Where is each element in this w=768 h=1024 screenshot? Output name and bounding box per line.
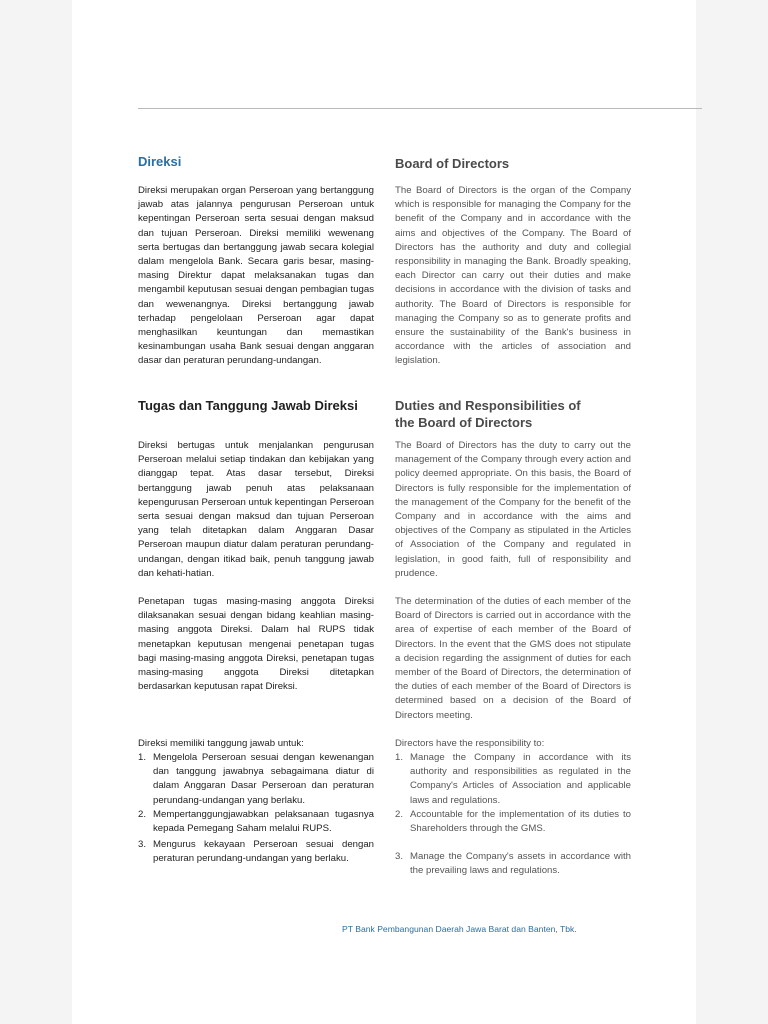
list-item: 3. Manage the Company's assets in accordance with the prevailing laws and regulations. bbox=[395, 851, 631, 877]
direksi-heading: Direksi bbox=[138, 154, 182, 169]
list-item: 1. Manage the Company in accordance with its authority and responsibilities as regulated in the Company's Articles of Association and applicable laws and regulations. bbox=[395, 752, 631, 806]
board-of-directors-heading: Board of Directors bbox=[395, 156, 510, 171]
tugas-paragraph-2: Penetapan tugas masing-masing anggota Direksi dilaksanakan sesuai dengan bidang keahlian masing-masing anggota Direksi. Dalam hal RUPS tidak menetapkan keputusan mengenai penetapan tugas bagi masing-masing anggota Direksi, penetapan tugas masing-masing anggota Direksi ditetapkan berdasarkan keputusan rapat Direksi. bbox=[138, 596, 374, 693]
list-item: 2. Mempertanggungjawabkan pelaksanaan tugasnya kepada Pemegang Saham melalui RUPS. bbox=[138, 808, 374, 835]
duties-heading-line-2: the Board of Directors bbox=[395, 415, 533, 430]
responsibility-list bbox=[138, 751, 374, 867]
duties-paragraph-2: The determination of the duties of each member of the Board of Directors is carried out in accordance with the area of expertise of each member of the Board of Directors. In the event that the GMS does not stipulate a decision regarding the assignment of duties for each member of the Board of Directors, the determination of the duties of each member of the Board of Directors is determined based on a decision of the Board of Directors meeting. bbox=[395, 596, 631, 721]
duties-heading-line-1: Duties and Responsibilities of bbox=[395, 398, 581, 413]
english-column bbox=[395, 0, 631, 900]
list-item: 2. Accountable for the implementation of its duties to Shareholders through the GMS. bbox=[395, 808, 631, 835]
responsibility-list-intro-en: Directors have the responsibility to: bbox=[395, 738, 545, 749]
page-footer: PT Bank Pembangunan Daerah Jawa Barat dan Banten, Tbk. bbox=[342, 924, 577, 934]
tugas-paragraph-1: Direksi bertugas untuk menjalankan pengurusan Perseroan melalui setiap tindakan dan kebijakan yang dianggap tepat. Atas dasar tersebut, Direksi bertanggung jawab penuh atas pelaksanaan kepengurusan Perseroan untuk kepentingan Perseroan serta sesuai dengan maksud dan tujuan Perseroan yang telah ditetapkan dalam Anggaran Dasar Perseroan maupun diatur dalam peraturan perundang-undangan, dengan itikad baik, penuh tanggung jawab dan kehati-hatian. bbox=[138, 440, 374, 579]
responsibility-list-en bbox=[395, 751, 631, 879]
document-page bbox=[72, 0, 696, 1024]
board-intro-paragraph: The Board of Directors is the organ of the Company which is responsible for managing the Company for the benefit of the Company and in accordance with the aims and objectives of the Company. The Board of Directors has the authority and duty and collegial responsibility in managing the Bank. Broadly speaking, each Director can carry out their duties and make decisions in accordance with the division of tasks and authority. The Board of Directors is responsible for managing the Company so as to generate profits and ensure the sustainability of the Bank's business in accordance with the articles of association and legislation. bbox=[395, 185, 631, 367]
tugas-heading: Tugas dan Tanggung Jawab Direksi bbox=[138, 398, 358, 413]
responsibility-list-intro: Direksi memiliki tanggung jawab untuk: bbox=[138, 738, 304, 749]
list-item: 1. Mengelola Perseroan sesuai dengan kewenangan dan tanggung jawabnya sebagaimana diatur di dalam Anggaran Dasar Perseroan dan peraturan perundang-undangan yang berlaku. bbox=[138, 752, 374, 806]
duties-paragraph-1: The Board of Directors has the duty to carry out the management of the Company through every action and policy deemed appropriate. On this basis, the Board of Directors is fully responsible for the implementation of the management of the Company for the benefit of the Company and in accordance with the aims and objectives of the Company as stipulated in the Articles of Association of the Company and regulated in legislation, in good faith, full of responsibility and prudence. bbox=[395, 440, 631, 579]
direksi-intro-paragraph: Direksi merupakan organ Perseroan yang bertanggung jawab atas jalannya pengurusan Perseroan untuk kepentingan Perseroan serta sesuai dengan maksud dan tujuan Perseroan. Direksi memiliki wewenang serta bertugas dan bertanggung jawab secara kolegial dalam mengelola Bank. Secara garis besar, masing-masing Direktur dapat melaksanakan tugas dan mengambil keputusan sesuai dengan pembagian tugas dan wewenangnya. Direksi bertanggung jawab terhadap pengelolaan Perseroan agar dapat menghasilkan keuntungan dan memastikan kesinambungan usaha Bank sesuai dengan anggaran dasar dan peraturan perundang-undangan. bbox=[138, 185, 374, 367]
duties-heading bbox=[395, 397, 631, 431]
indonesian-column bbox=[138, 0, 374, 900]
list-item: 3. Mengurus kekayaan Perseroan sesuai dengan peraturan perundang-undangan yang berlaku. bbox=[138, 839, 374, 865]
